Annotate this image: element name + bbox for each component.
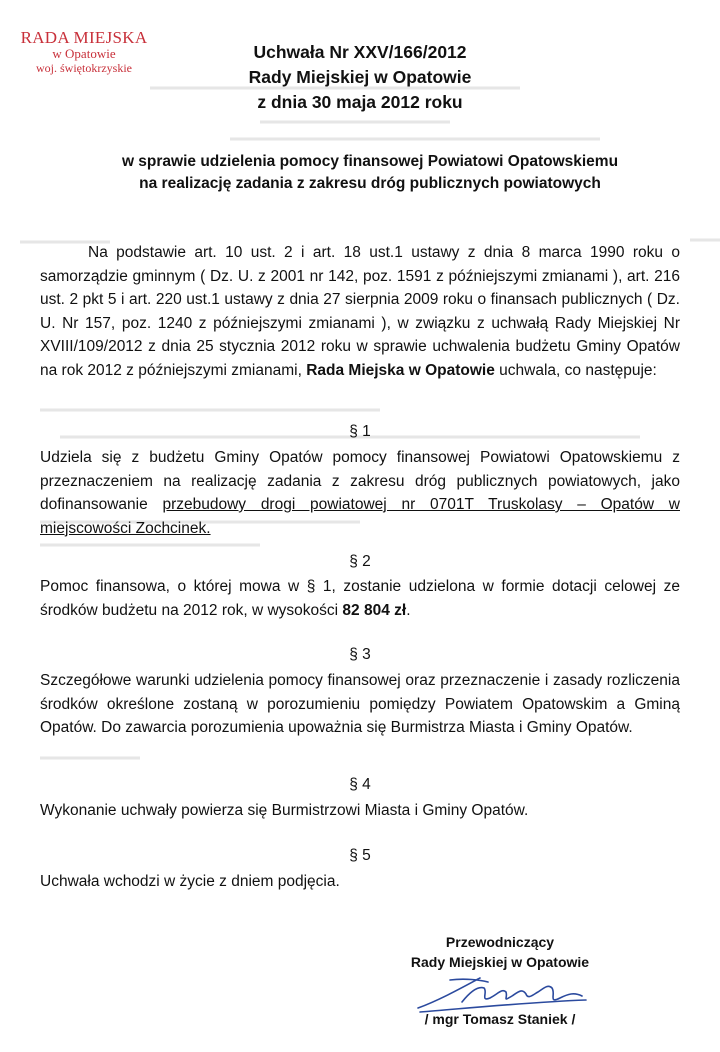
section-4-heading: § 4 xyxy=(349,776,371,793)
resolution-header xyxy=(160,40,560,115)
resolution-issuer: Rady Miejskiej w Opatowie xyxy=(248,67,472,87)
preamble-bold: Rada Miejska w Opatowie xyxy=(306,361,495,379)
subject-line-1: w sprawie udzielenia pomocy finansowej Powiatowi Opatowskiemu xyxy=(121,153,619,170)
section-1-text: Udziela się z budżetu Gminy Opatów pomocy finansowej Powiatowi Opatowskiemu z przeznaczeniem na realizację zadania z zakresu dróg publicznych powiatowych, jako dofinansowanie przebudowy drogi powiatowej nr 0701T Truskolasy – Opatów w miejscowości Zochcinek. xyxy=(40,449,680,537)
preamble-tail: uchwala, co następuje: xyxy=(494,361,657,379)
resolution-date: z dnia 30 maja 2012 roku xyxy=(257,92,463,112)
stamp-line-2: w Opatowie xyxy=(52,46,116,62)
section-5-heading: § 5 xyxy=(349,847,371,864)
subject-line-2: na realizację zadania z zakresu dróg publicznych powiatowych xyxy=(139,175,601,192)
resolution-subject xyxy=(60,151,680,195)
section-2-amount: 82 804 zł xyxy=(342,601,407,619)
section-3-text: Szczegółowe warunki udzielenia pomocy finansowej oraz przeznaczenie i zasady rozliczenia środków określone zostaną w porozumieniu pomiędzy Powiatem Opatowskim a Gminą Opatów. Do zawarcia porozumienia upoważnia się Burmistrza Miasta i Gminy Opatów. xyxy=(40,672,680,736)
signature-block xyxy=(380,932,620,972)
resolution-number: Uchwała Nr XXV/166/2012 xyxy=(253,42,467,62)
stamp-line-1: RADA MIEJSKA xyxy=(20,28,148,47)
section-3-heading: § 3 xyxy=(349,646,371,663)
stamp-line-3: woj. świętokrzyskie xyxy=(36,60,132,75)
signature-body: Rady Miejskiej w Opatowie xyxy=(410,954,590,970)
section-2-heading: § 2 xyxy=(349,553,371,570)
signature-role: Przewodniczący xyxy=(445,934,555,950)
signatory-name: / mgr Tomasz Staniek / xyxy=(424,1011,576,1027)
section-2-text: Pomoc finansowa, o której mowa w § 1, zostanie udzielona w formie dotacji celowej ze środków budżetu na 2012 rok, w wysokości 82 804 zł. xyxy=(40,578,680,619)
section-1-heading: § 1 xyxy=(349,423,371,440)
preamble xyxy=(40,241,680,382)
council-stamp xyxy=(6,28,162,75)
section-4-text: Wykonanie uchwały powierza się Burmistrzowi Miasta i Gminy Opatów. xyxy=(40,802,529,819)
section-1-underlined: przebudowy drogi powiatowej nr 0701T Truskolasy – Opatów w miejscowości Zochcinek. xyxy=(40,496,680,537)
section-5-text: Uchwała wchodzi w życie z dniem podjęcia. xyxy=(40,873,340,890)
preamble-text: Na podstawie art. 10 ust. 2 i art. 18 ust.1 ustawy z dnia 8 marca 1990 roku o samorządzie gminnym ( Dz. U. z 2001 nr 142, poz. 1591 z późniejszymi zmianami ), art. 216 ust. 2 pkt 5 i art. 220 ust.1 ustawy z dnia 27 sierpnia 2009 roku o finansach publicznych ( Dz. U. Nr 157, poz. 1240 z późniejszymi zmianami ), w związku z uchwałą Rady Miejskiej Nr XVIII/109/2012 z dnia 25 stycznia 2012 roku w sprawie uchwalenia budżetu Gminy Opatów na rok 2012 z późniejszymi zmianami, xyxy=(40,244,680,379)
